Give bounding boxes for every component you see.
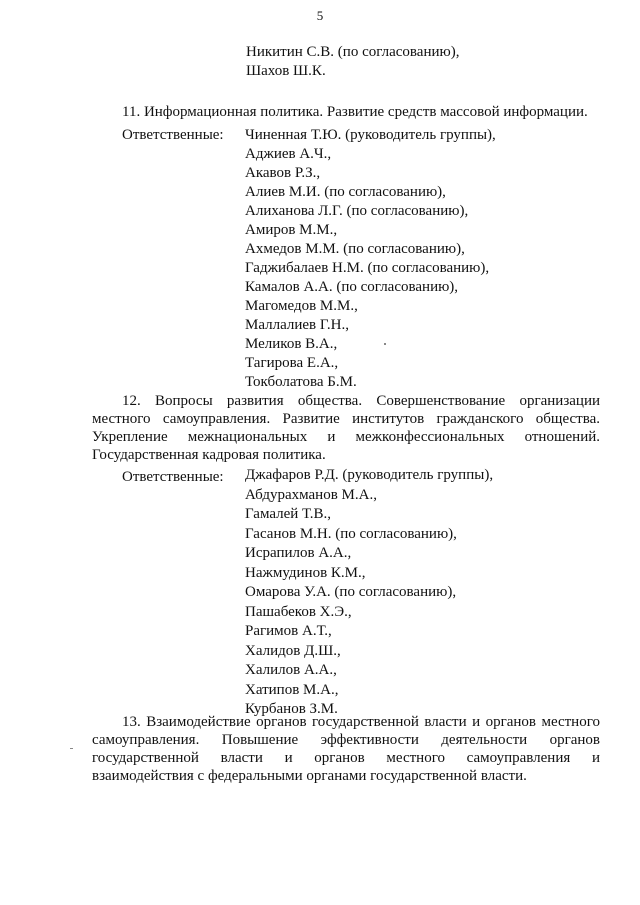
list-item: Абдурахманов М.А., (245, 486, 377, 503)
section-12-heading-line-4: Государственная кадровая политика. (92, 447, 326, 463)
list-item: Гамалей Т.В., (245, 506, 331, 522)
section-12-responsible-label: Ответственные: (122, 469, 224, 485)
list-item: Халидов Д.Ш., (245, 642, 341, 659)
list-item: Никитин С.В. (по согласованию), (246, 44, 460, 60)
list-item: Амиров М.М., (245, 222, 338, 238)
scan-speck (70, 748, 73, 749)
list-item: Шахов Ш.К. (246, 63, 326, 79)
list-item: Гасанов М.Н. (по согласованию), (245, 525, 457, 542)
list-item: Пашабеков Х.Э., (245, 603, 352, 620)
list-item: Халилов А.А., (245, 662, 337, 678)
list-item: Исрапилов А.А., (245, 545, 352, 561)
list-item: Тагирова Е.А., (245, 355, 339, 371)
list-item: Чиненная Т.Ю. (руководитель группы), (245, 127, 496, 143)
list-item: Аджиев А.Ч., (245, 146, 332, 162)
list-item: Рагимов А.Т., (245, 623, 332, 639)
list-item: Нажмудинов К.М., (245, 564, 366, 581)
list-item: Алиханова Л.Г. (по согласованию), (245, 203, 469, 219)
section-12-heading-line-2: местного самоуправления. Развитие институтов гражданского общества. (92, 411, 600, 427)
list-item: Курбанов З.М. (245, 701, 338, 717)
scan-speck (384, 343, 386, 345)
list-item: Джафаров Р.Д. (руководитель группы), (245, 467, 494, 483)
list-item: Ахмедов М.М. (по согласованию), (245, 241, 465, 257)
section-13-heading-line-2: самоуправления. Повышение эффективности деятельности органов (92, 732, 600, 748)
list-item: Хатипов М.А., (245, 681, 339, 698)
continued-member-list (246, 43, 459, 81)
page-number: 5 (316, 8, 324, 23)
list-item: Магомедов М.М., (245, 298, 358, 314)
section-12-heading-line-1: 12. Вопросы развития общества. Совершенствование организации (122, 393, 600, 409)
section-13-heading-line-1: 13. Взаимодействие органов государственной власти и органов местного (122, 714, 600, 730)
section-11-responsible-label: Ответственные: (122, 127, 224, 143)
section-13-heading-line-3: государственной власти и органов местного самоуправления и (92, 750, 600, 766)
section-11-member-list (245, 126, 496, 392)
list-item: Гаджибалаев Н.М. (по согласованию), (245, 260, 490, 276)
section-12-member-list (245, 466, 493, 720)
list-item: Акавов Р.З., (245, 165, 321, 181)
section-12-heading-line-3: Укрепление межнациональных и межконфессиональных отношений. (92, 429, 600, 445)
list-item: Омарова У.А. (по согласованию), (245, 584, 457, 600)
list-item: Камалов А.А. (по согласованию), (245, 279, 459, 295)
section-11-heading: 11. Информационная политика. Развитие средств массовой информации. (122, 104, 588, 120)
list-item: Алиев М.И. (по согласованию), (245, 184, 446, 200)
list-item: Токболатова Б.М. (245, 374, 357, 390)
list-item: Маллалиев Г.Н., (245, 317, 349, 333)
section-13-heading-line-4: взаимодействия с федеральными органами государственной власти. (92, 768, 527, 784)
list-item: Меликов В.А., (245, 336, 338, 352)
